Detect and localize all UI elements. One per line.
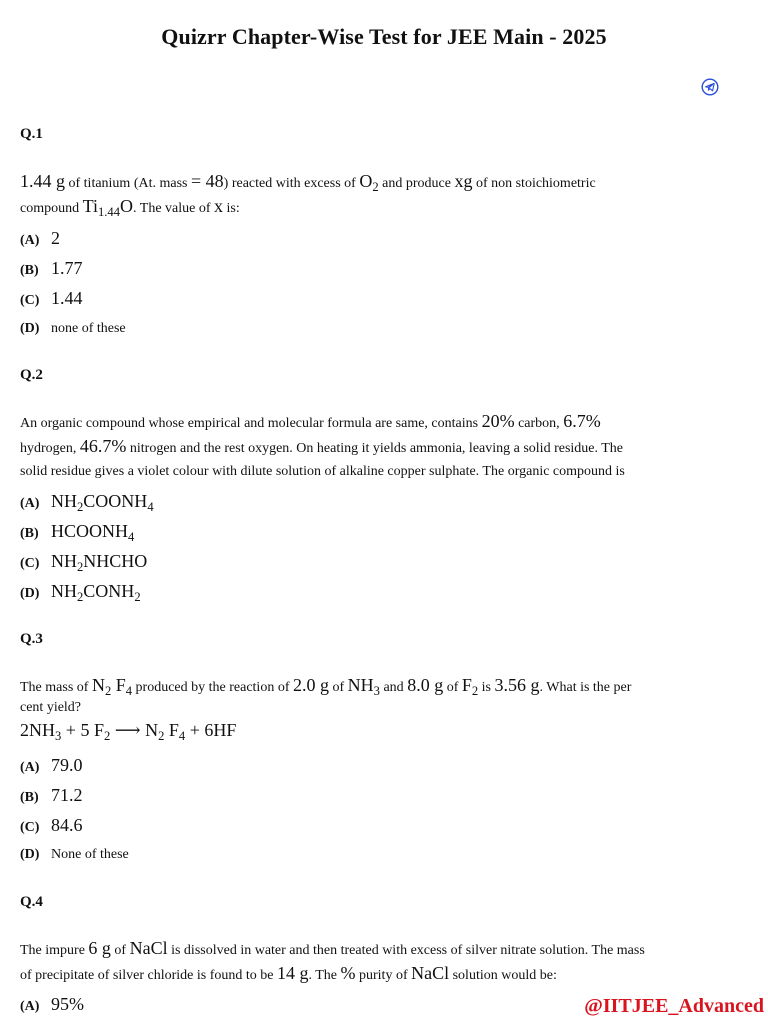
page-title: Quizrr Chapter-Wise Test for JEE Main - 2025	[161, 24, 607, 49]
reaction-equation: $2NH_3 + 5$ $F_2$ ⟶ $N_2$ $F_4 + 6HF$	[20, 720, 237, 743]
question-2-stem: An organic compound whose empirical and molecular formula are same, contains 20% carbon, 6.7% hydrogen, 46.7% nitrogen and the rest oxygen. On heating it yields ammonia, leaving a solid residue. The solid residue gives a violet colour with dilute solution of alkaline copper sulphate. The organic compound is	[20, 411, 625, 479]
option-d[interactable]: (D) none of these	[20, 321, 126, 336]
option-a[interactable]: (A) 79.0	[20, 755, 83, 775]
option-a[interactable]: (A) $NH_2COONH_4$	[20, 491, 154, 514]
option-c[interactable]: (C) 84.6	[20, 815, 83, 835]
question-number: Q.3	[20, 631, 43, 647]
question-3	[20, 631, 740, 648]
question-4	[20, 894, 740, 911]
question-number: Q.4	[20, 894, 43, 910]
question-1	[20, 126, 740, 143]
question-1-stem: 1.44 g of titanium (At. mass = 48) reacted with excess of $O_2$ and produce xg of non stoichiometric compound $Ti_{1.44}O$. The value of x is:	[20, 171, 596, 219]
option-d[interactable]: (D) $NH_2CONH_2$	[20, 581, 141, 604]
telegram-icon[interactable]	[701, 78, 719, 96]
option-d[interactable]: (D) None of these	[20, 847, 129, 862]
option-a[interactable]: (A) 95%	[20, 994, 84, 1014]
option-c[interactable]: (C) $NH_2NHCHO$	[20, 551, 148, 574]
option-c[interactable]: (C) 1.44	[20, 288, 83, 308]
question-4-stem: The impure 6 g of NaCl is dissolved in water and then treated with excess of silver nitrate solution. The mass of precipitate of silver chloride is found to be 14 g. The % purity of NaCl solution would be:	[20, 938, 645, 983]
question-2	[20, 367, 740, 384]
option-a[interactable]: (A) 2	[20, 228, 60, 248]
option-b[interactable]: (B) 71.2	[20, 785, 83, 805]
watermark: @IITJEE_Advanced	[584, 995, 764, 1017]
question-number: Q.2	[20, 367, 43, 383]
question-number: Q.1	[20, 126, 43, 142]
question-3-stem: The mass of $N_2$ $F_4$ produced by the reaction of 2.0 g of $NH_3$ and 8.0 g of $F_2$ is 3.56 g. What is the per cent yield? $2NH_3 + 5$ $F_2$ ⟶ $N_2$ $F_4 + 6HF$	[20, 674, 740, 743]
option-b[interactable]: (B) $HCOONH_4$	[20, 521, 135, 544]
option-b[interactable]: (B) 1.77	[20, 258, 83, 278]
